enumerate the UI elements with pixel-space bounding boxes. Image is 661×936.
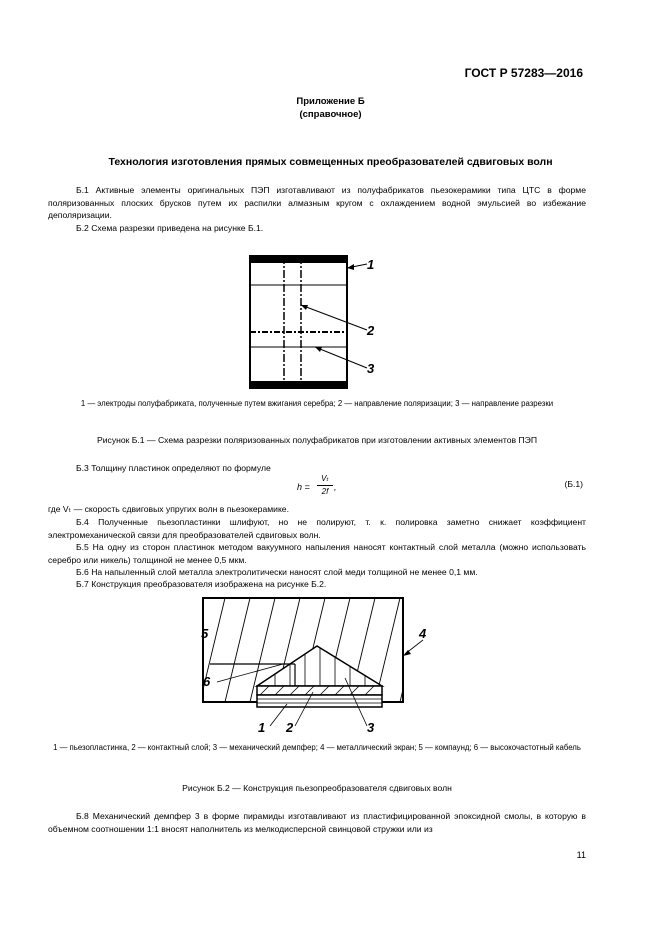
fig2-label-1: 1 xyxy=(258,720,266,735)
piezo-plate xyxy=(257,695,382,707)
fig2-label-6: 6 xyxy=(203,674,211,689)
fig2-label-5: 5 xyxy=(201,626,209,641)
bottom-electrode xyxy=(250,381,347,388)
formula-suffix: , xyxy=(334,482,337,492)
standard-number: ГОСТ Р 57283—2016 xyxy=(464,66,583,80)
appendix-note: (справочное) xyxy=(299,109,362,120)
fig1-label-3: 3 xyxy=(367,361,375,376)
fig1-label-1: 1 xyxy=(367,257,375,272)
leader-2 xyxy=(301,305,367,330)
figure-b2-caption: Рисунок Б.2 — Конструкция пьезопреобразователя сдвиговых волн xyxy=(182,783,452,793)
figure-b1-diagram xyxy=(240,250,390,400)
leader-3 xyxy=(315,347,367,368)
fig1-label-2: 2 xyxy=(367,323,375,338)
paragraph-where: где Vₜ — скорость сдвиговых упругих волн в пьезокерамике. xyxy=(48,504,289,514)
appendix-heading xyxy=(0,95,661,121)
paragraph-b3: Б.3 Толщину пластинок определяют по формуле xyxy=(76,463,271,473)
figure-b1-legend: 1 — электроды полуфабриката, полученные путем вжигания серебра; 2 — направление поляризации; 3 — направление разрезки xyxy=(80,399,554,408)
top-electrode xyxy=(250,256,347,263)
formula-number: (Б.1) xyxy=(564,479,583,489)
fraction-bar xyxy=(317,485,333,486)
contact-layer xyxy=(257,686,382,695)
arrow-1 xyxy=(347,264,354,270)
paragraph-b5: Б.5 На одну из сторон пластинок методом вакуумного напыления наносят контактный слой металла (можно использовать серебро или никель) толщиной не менее 0,5 мкм. xyxy=(48,542,586,565)
fig2-label-2: 2 xyxy=(286,720,294,735)
figure-b2-diagram xyxy=(195,590,445,750)
bar-outline xyxy=(250,256,347,388)
figure-b1-caption: Рисунок Б.1 — Схема разрезки поляризованных полуфабрикатов при изготовлении активных элементов ПЭП xyxy=(96,435,538,445)
page-title: Технология изготовления прямых совмещенных преобразователей сдвиговых волн xyxy=(108,156,553,168)
page-number: 11 xyxy=(576,850,586,860)
paragraph-b8: Б.8 Механический демпфер 3 в форме пирамиды изготавливают из пластифицированной эпоксидной смолы, в которую в объемном соотношении 1:1 вносят наполнитель из мелкодисперсной свинцовой стружки или из xyxy=(48,811,586,834)
paragraph-b2: Б.2 Схема разрезки приведена на рисунке Б.1. xyxy=(76,223,264,233)
paragraph-b4: Б.4 Полученные пьезопластинки шлифуют, но не полируют, т. к. полировка заметно снижает коэффициент электромеханической связи для преобразователей сдвиговых волн. xyxy=(48,517,586,540)
fig2-label-3: 3 xyxy=(367,720,375,735)
fig2-label-4: 4 xyxy=(419,626,427,641)
appendix-label: Приложение Б xyxy=(296,96,365,107)
paragraph-b7: Б.7 Конструкция преобразователя изображена на рисунке Б.2. xyxy=(76,579,327,589)
arrow-4 xyxy=(403,650,411,656)
formula-numerator: Vₜ xyxy=(321,474,329,483)
formula-denominator: 2f xyxy=(321,487,329,496)
figure-b2-legend: 1 — пьезопластинка, 2 — контактный слой; 3 — механический демпфер; 4 — металлический экран; 5 — компаунд; 6 — высокочастотный кабель xyxy=(53,743,581,752)
paragraph-b1: Б.1 Активные элементы оригинальных ПЭП изготавливают из полуфабрикатов пьезокерамики типа ЦТС в форме поляризованных плоских брусков путем их распилки алмазным кругом с охлаждением водной эмульсией во избежание деполяризации. xyxy=(48,185,586,220)
arrow-2 xyxy=(301,305,308,310)
arrow-3 xyxy=(315,347,322,352)
paragraph-b6: Б.6 На напыленный слой металла электролитически наносят слой меди толщиной не менее 0,1 мм. xyxy=(76,567,478,577)
formula-lhs: h = xyxy=(297,482,310,492)
